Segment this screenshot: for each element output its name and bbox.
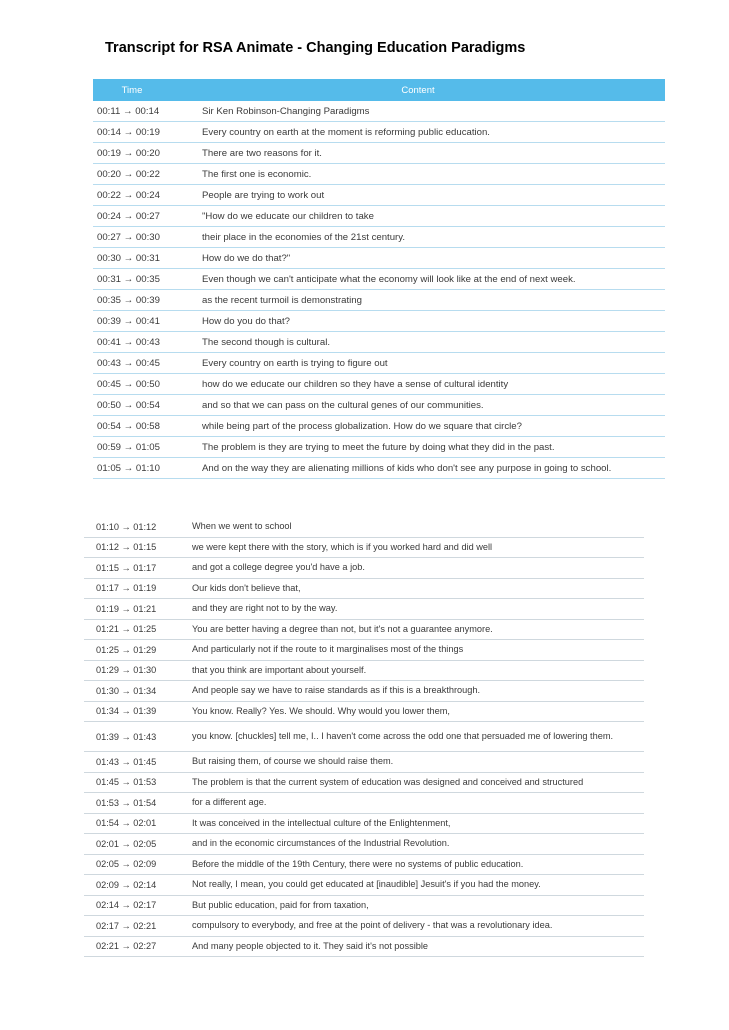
table-row [93,290,665,311]
content-cell: and in the economic circumstances of the Industrial Revolution. [192,838,450,849]
timestamp-cell: 02:17 → 02:21 [96,920,157,931]
table-row [84,681,644,702]
table-row [84,793,644,814]
timestamp-cell: 00:54 → 00:58 [97,420,160,432]
table-row [84,579,644,600]
content-cell: When we went to school [192,521,292,532]
table-row [84,896,644,917]
table-row [93,416,665,437]
timestamp-cell: 00:11 → 00:14 [97,105,160,117]
table-row [84,702,644,723]
timestamp-cell: 01:17 → 01:19 [96,583,157,594]
content-cell: And particularly not if the route to it marginalises most of the things [192,644,464,655]
timestamp-cell: 00:35 → 00:39 [97,294,160,306]
timestamp-cell: 01:12 → 01:15 [96,542,157,553]
timestamp-cell: 00:14 → 00:19 [97,126,160,138]
timestamp-cell: 01:39 → 01:43 [96,731,157,742]
timestamp-cell: 00:30 → 00:31 [97,252,160,264]
timestamp-cell: 00:41 → 00:43 [97,336,160,348]
content-cell: you know. [chuckles] tell me, I.. I haven't come across the odd one that persuaded me of lowering them. [192,731,614,741]
timestamp-cell: 01:15 → 01:17 [96,562,157,573]
timestamp-cell: 01:54 → 02:01 [96,818,157,829]
content-cell: It was conceived in the intellectual culture of the Enlightenment, [192,817,451,828]
table-row [93,353,665,374]
table-row [84,517,644,538]
timestamp-cell: 01:29 → 01:30 [96,665,157,676]
table-row [93,437,665,458]
table-row [93,458,665,479]
content-cell: The first one is economic. [202,168,312,180]
timestamp-cell: 00:24 → 00:27 [97,210,160,222]
content-cell: And on the way they are alienating millions of kids who don't see any purpose in going to school. [202,462,612,474]
table-row [93,311,665,332]
content-cell: But raising them, of course we should raise them. [192,756,394,767]
table-row [84,814,644,835]
content-cell: Sir Ken Robinson-Changing Paradigms [202,105,370,117]
timestamp-cell: 01:34 → 01:39 [96,706,157,717]
content-cell: The problem is they are trying to meet the future by doing what they did in the past. [202,441,555,453]
content-cell: and got a college degree you'd have a job. [192,562,365,573]
table-row [93,332,665,353]
content-cell: Before the middle of the 19th Century, there were no systems of public education. [192,858,524,869]
content-cell: how do we educate our children so they have a sense of cultural identity [202,378,509,390]
timestamp-cell: 01:53 → 01:54 [96,797,157,808]
timestamp-cell: 00:20 → 00:22 [97,168,160,180]
table-row [93,122,665,143]
page-title: Transcript for RSA Animate - Changing Education Paradigms [105,40,526,56]
table-row [84,538,644,559]
content-cell: People are trying to work out [202,189,325,201]
content-cell: The second though is cultural. [202,336,330,348]
content-cell: while being part of the process globalization. How do we square that circle? [202,420,522,432]
content-cell: And many people objected to it. They said it's not possible [192,940,429,951]
table-body [84,517,644,957]
content-cell: and so that we can pass on the cultural genes of our communities. [202,399,484,411]
content-cell: their place in the economies of the 21st century. [202,231,406,243]
table-row [93,248,665,269]
table-row [84,773,644,794]
content-cell: compulsory to everybody, and free at the point of delivery - that was a revolutionary idea. [192,920,553,931]
timestamp-cell: 02:21 → 02:27 [96,941,157,952]
table-row [93,185,665,206]
timestamp-cell: 01:43 → 01:45 [96,756,157,767]
table-header [93,79,665,101]
content-cell: There are two reasons for it. [202,147,322,159]
content-cell: Our kids don't believe that, [192,582,301,593]
timestamp-cell: 01:21 → 01:25 [96,624,157,635]
table-row [84,620,644,641]
transcript-table-1 [93,79,665,479]
timestamp-cell: 01:25 → 01:29 [96,644,157,655]
content-cell: for a different age. [192,797,267,808]
timestamp-cell: 00:22 → 00:24 [97,189,160,201]
content-cell: But public education, paid for from taxation, [192,899,369,910]
content-cell: And people say we have to raise standards as if this is a breakthrough. [192,685,481,696]
content-cell: as the recent turmoil is demonstrating [202,294,362,306]
content-cell: You know. Really? Yes. We should. Why would you lower them, [192,705,450,716]
timestamp-cell: 01:30 → 01:34 [96,685,157,696]
timestamp-cell: 02:05 → 02:09 [96,859,157,870]
timestamp-cell: 00:39 → 00:41 [97,315,160,327]
table-body [93,101,665,479]
table-row [84,599,644,620]
content-cell: The problem is that the current system of education was designed and conceived and structured [192,776,584,787]
table-row [84,752,644,773]
content-cell: Every country on earth is trying to figure out [202,357,388,369]
table-row [84,855,644,876]
content-cell: How do we do that?" [202,252,291,264]
table-row [93,269,665,290]
table-row [93,206,665,227]
timestamp-cell: 00:50 → 00:54 [97,399,160,411]
timestamp-cell: 02:01 → 02:05 [96,838,157,849]
content-column-header: Content [401,84,435,96]
timestamp-cell: 00:27 → 00:30 [97,231,160,243]
timestamp-cell: 00:19 → 00:20 [97,147,160,159]
content-cell: How do you do that? [202,315,291,327]
table-row [84,661,644,682]
table-row [93,101,665,122]
time-column-header: Time [121,84,143,96]
table-row [84,834,644,855]
timestamp-cell: 01:10 → 01:12 [96,521,157,532]
table-row [93,164,665,185]
content-cell: You are better having a degree than not, but it's not a guarantee anymore. [192,623,493,634]
content-cell: that you think are important about yourself. [192,664,367,675]
table-row [84,937,644,958]
transcript-table-2 [84,517,644,957]
content-cell: Even though we can't anticipate what the economy will look like at the end of next week. [202,273,576,285]
timestamp-cell: 01:05 → 01:10 [97,462,160,474]
timestamp-cell: 00:31 → 00:35 [97,273,160,285]
timestamp-cell: 00:59 → 01:05 [97,441,160,453]
table-row [84,875,644,896]
timestamp-cell: 02:09 → 02:14 [96,879,157,890]
table-row [84,558,644,579]
timestamp-cell: 02:14 → 02:17 [96,900,157,911]
content-cell: Every country on earth at the moment is reforming public education. [202,126,490,138]
timestamp-cell: 00:45 → 00:50 [97,378,160,390]
timestamp-cell: 01:45 → 01:53 [96,777,157,788]
content-cell: "How do we educate our children to take [202,210,374,222]
timestamp-cell: 01:19 → 01:21 [96,603,157,614]
table-row [93,395,665,416]
content-cell: and they are right not to by the way. [192,603,338,614]
table-row [84,722,644,752]
content-cell: Not really, I mean, you could get educated at [inaudible] Jesuit's if you had the money. [192,879,541,890]
timestamp-cell: 00:43 → 00:45 [97,357,160,369]
table-row [93,227,665,248]
content-cell: we were kept there with the story, which is if you worked hard and did well [192,541,493,552]
table-row [93,143,665,164]
table-row [93,374,665,395]
table-row [84,916,644,937]
table-row [84,640,644,661]
